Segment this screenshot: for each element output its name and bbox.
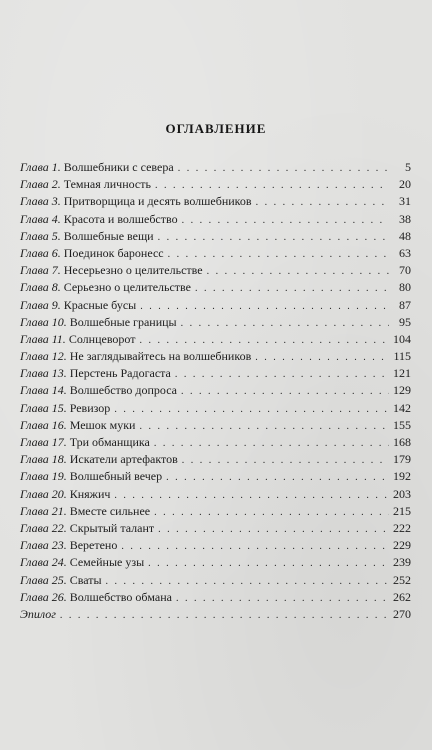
dot-leader [255,349,389,366]
toc-entry [20,537,411,554]
page-number: 129 [393,383,411,398]
toc-entry [20,228,411,245]
toc-entry [20,211,411,228]
page-number: 48 [399,228,411,243]
toc-entry [20,297,411,314]
chapter-title: Волшебство обмана [69,589,172,604]
page-number: 80 [399,280,411,295]
chapter-title: Красота и волшебство [63,211,178,226]
toc-entry [20,503,411,520]
dot-leader [121,538,389,555]
toc-entry [20,193,411,210]
chapter-label: Глава 12. [20,349,67,364]
chapter-title: Серьезно о целительстве [63,280,191,295]
dot-leader [176,590,389,607]
dot-leader [166,469,389,486]
page-number: 155 [393,417,411,432]
chapter-title: Волшебники с севера [63,160,174,174]
toc-entry [20,572,411,589]
chapter-title: Мешок муки [69,417,136,432]
chapter-label: Глава 15. [20,400,67,415]
toc-entry [20,400,411,417]
chapter-title: Ревизор [69,400,111,415]
chapter-title: Солнцеворот [68,331,136,346]
dot-leader [60,607,389,624]
chapter-title: Притворщица и десять волшебников [63,194,252,209]
chapter-title: Искатели артефактов [69,452,178,467]
toc-entry [20,589,411,606]
chapter-label: Глава 23. [20,538,67,553]
dot-leader [207,263,389,280]
page-number: 252 [393,572,411,587]
chapter-label: Глава 4. [20,211,61,226]
chapter-label: Глава 18. [20,452,67,467]
toc-entry [20,434,411,451]
dot-leader [181,383,389,400]
toc-entry [20,382,411,399]
chapter-label: Глава 2. [20,177,61,192]
toc-entry [20,159,411,176]
page-number: 63 [399,245,411,260]
chapter-title: Перстень Радогаста [69,366,171,381]
toc-entry [20,348,411,365]
dot-leader [181,315,389,332]
page-number: 121 [393,366,411,381]
page-number: 20 [399,177,411,192]
toc-entry [20,279,411,296]
page-number: 270 [393,606,411,621]
chapter-title: Княжич [69,486,111,501]
page-number: 87 [399,297,411,312]
chapter-label: Глава 20. [20,486,67,501]
dot-leader [140,298,389,315]
page-number: 95 [399,314,411,329]
page-number: 38 [399,211,411,226]
page-number: 168 [393,435,411,449]
page-number: 192 [393,469,411,484]
dot-leader [106,573,389,590]
dot-leader [114,487,389,504]
toc-entry [20,365,411,382]
dot-leader [154,435,389,452]
chapter-label: Глава 6. [20,245,61,260]
chapter-label: Глава 8. [20,280,61,295]
chapter-title: Три обманщика [69,435,150,449]
dot-leader [178,160,389,177]
page-number: 262 [393,589,411,604]
page-number: 229 [393,538,411,553]
page-number: 203 [393,486,411,501]
dot-leader [182,212,389,229]
chapter-title: Волшебный вечер [69,469,163,484]
dot-leader [195,280,389,297]
page-number: 239 [393,555,411,570]
chapter-label: Глава 10. [20,314,67,329]
page-number: 31 [399,194,411,209]
chapter-title: Темная личность [63,177,151,192]
chapter-title: Веретено [69,538,118,553]
page-number: 179 [393,452,411,467]
dot-leader [158,521,389,538]
chapter-label: Эпилог [20,606,56,621]
dot-leader [155,177,389,194]
toc-entry [20,554,411,571]
page-number: 222 [393,520,411,535]
chapter-label: Глава 9. [20,297,61,312]
chapter-label: Глава 1. [20,160,61,174]
chapter-label: Глава 16. [20,417,67,432]
chapter-title: Поединок баронесс [63,245,164,260]
toc-entry [20,520,411,537]
dot-leader [168,246,389,263]
toc-entry [20,417,411,434]
chapter-title: Волшебные вещи [63,228,154,243]
toc-entry [20,468,411,485]
chapter-label: Глава 22. [20,520,67,535]
chapter-label: Глава 21. [20,503,67,518]
chapter-label: Глава 5. [20,228,61,243]
page-number: 142 [393,400,411,415]
page-number: 104 [393,331,411,346]
chapter-title: Сваты [69,572,102,587]
chapter-title: Несерьезно о целительстве [63,263,203,278]
page-number: 115 [393,349,411,364]
chapter-label: Глава 19. [20,469,67,484]
toc-entry [20,314,411,331]
chapter-label: Глава 7. [20,263,61,278]
chapter-title: Волшебство допроса [69,383,177,398]
chapter-title: Не заглядывайтесь на волшебников [69,349,252,364]
table-of-contents [20,159,411,623]
toc-entry [20,262,411,279]
chapter-label: Глава 3. [20,194,61,209]
dot-leader [114,401,389,418]
toc-entry [20,176,411,193]
dot-leader [158,229,389,246]
toc-entry [20,331,411,348]
chapter-label: Глава 25. [20,572,67,587]
chapter-label: Глава 26. [20,589,67,604]
toc-entry [20,486,411,503]
chapter-label: Глава 17. [20,435,67,449]
chapter-label: Глава 14. [20,383,67,398]
toc-entry [20,245,411,262]
page-number: 70 [399,263,411,278]
dot-leader [148,555,389,572]
chapter-title: Вместе сильнее [69,503,151,518]
chapter-title: Волшебные границы [69,314,177,329]
chapter-label: Глава 24. [20,555,67,570]
dot-leader [175,366,389,383]
dot-leader [140,332,390,349]
chapter-title: Семейные узы [69,555,145,570]
chapter-title: Скрытый талант [69,520,155,535]
chapter-label: Глава 13. [20,366,67,381]
dot-leader [182,452,389,469]
dot-leader [139,418,389,435]
page-title: ОГЛАВЛЕНИЕ [165,121,267,136]
dot-leader [154,504,389,521]
toc-entry [20,606,411,623]
page-number: 215 [393,503,411,518]
toc-entry [20,451,411,468]
dot-leader [256,194,389,211]
page-number: 5 [405,160,411,174]
chapter-label: Глава 11. [20,331,66,346]
chapter-title: Красные бусы [63,297,137,312]
